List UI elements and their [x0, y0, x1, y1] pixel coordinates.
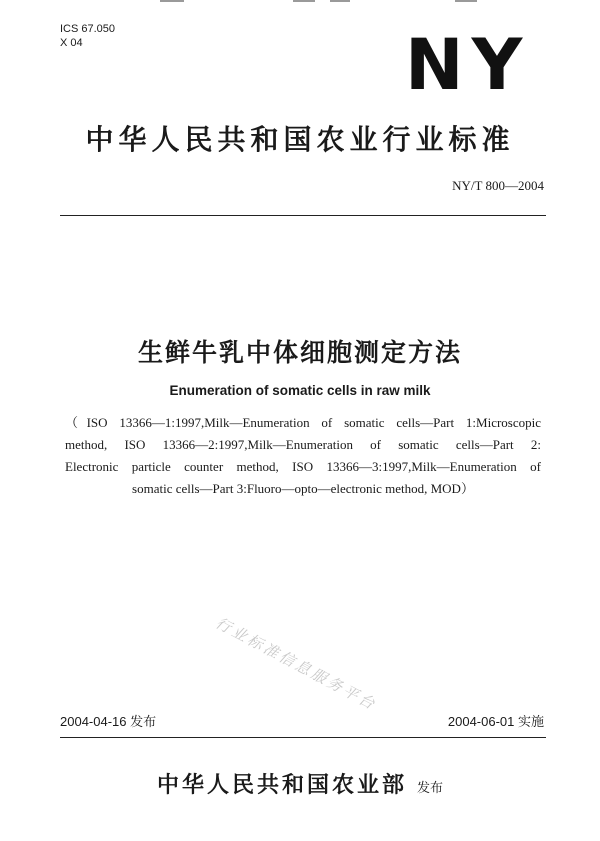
ics-code: ICS 67.050	[60, 23, 116, 35]
standard-category: 中华人民共和国农业行业标准	[85, 123, 515, 156]
top-divider	[60, 215, 546, 216]
title-chinese: 生鲜牛乳中体细胞测定方法	[137, 338, 462, 367]
equivalence-line: method, ISO 13366—2:1997,Milk—Enumeration of somatic cells—Part 2:	[65, 437, 541, 452]
ny-logo: NY	[405, 24, 531, 106]
publisher-line	[0, 768, 600, 799]
classification-code: X 04	[60, 37, 83, 49]
bottom-divider	[60, 737, 546, 738]
equivalence-line: somatic cells—Part 3:Fluoro—opto—electronic method, MOD）	[132, 481, 474, 496]
watermark: 行业标准信息服务平台	[212, 613, 381, 715]
publisher-action: 发布	[417, 781, 444, 796]
top-scan-marks	[0, 0, 600, 4]
implementation-date: 2004-06-01 实施	[447, 714, 544, 729]
iso-equivalence-note	[65, 412, 541, 500]
ics-block	[60, 22, 115, 50]
equivalence-line: （ISO 13366—1:1997,Milk—Enumeration of somatic cells—Part 1:Microscopic	[65, 415, 541, 430]
publish-date: 2004-04-16 发布	[60, 714, 157, 729]
publisher-organization: 中华人民共和国农业部	[156, 773, 407, 798]
equivalence-line: Electronic particle counter method, ISO 13366—3:1997,Milk—Enumeration of	[65, 459, 541, 474]
title-english: Enumeration of somatic cells in raw milk	[169, 383, 431, 398]
standard-number: NY/T 800—2004	[452, 178, 544, 193]
